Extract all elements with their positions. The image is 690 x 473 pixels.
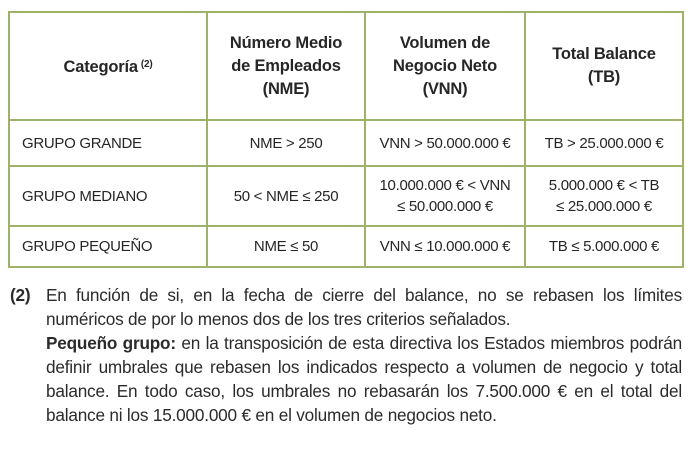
header-categoria-label: Categoría xyxy=(63,58,138,76)
cell-vnn-line2: ≤ 50.000.000 € xyxy=(397,198,493,215)
header-nme-line2: de Empleados xyxy=(231,56,341,75)
header-vnn-line2: Negocio Neto xyxy=(393,56,497,75)
cell-tb-line1: 5.000.000 € < TB xyxy=(548,177,660,194)
footnote-body xyxy=(46,283,682,427)
cell-tb xyxy=(525,166,683,226)
header-nme-line3: (NME) xyxy=(262,79,310,98)
header-categoria xyxy=(9,12,207,120)
footnote-paragraph-1: En función de si, en la fecha de cierre del balance, no se rebasen los límites numéricos de por lo menos dos de los tres criterios señalados. xyxy=(46,285,682,329)
header-vnn-line3: (VNN) xyxy=(422,79,468,98)
header-nme xyxy=(207,12,365,120)
footnote-paragraph-2-text: en la transposición de esta directiva los Estados miembros podrán definir umbrales que rebasen los indicados respecto a volumen de negocio y total balance. En todo caso, los umbrales no rebasarán los 7.500.000 € en el total del balance ni los 15.000.000 € en el volumen de negocios neto. xyxy=(46,333,682,425)
table-row xyxy=(9,226,683,267)
footnote-marker: (2) xyxy=(10,285,31,305)
header-tb-line1: Total Balance xyxy=(552,45,656,63)
cell-vnn xyxy=(365,226,525,267)
header-vnn-line1: Volumen de xyxy=(399,33,491,52)
footnote-reference: (2) xyxy=(140,59,153,70)
cell-category: GRUPO GRANDE xyxy=(9,120,207,166)
cell-tb xyxy=(525,120,683,166)
header-tb xyxy=(525,12,683,120)
footnote xyxy=(10,283,682,427)
header-vnn xyxy=(365,12,525,120)
cell-nme: NME > 250 xyxy=(207,120,365,166)
cell-tb-line1: TB > 25.000.000 € xyxy=(544,134,664,152)
cell-nme: NME ≤ 50 xyxy=(207,226,365,267)
footnote-bold-lead: Pequeño grupo: xyxy=(46,333,176,353)
header-tb-line2: (TB) xyxy=(587,68,621,86)
cell-vnn-line1: VNN ≤ 10.000.000 € xyxy=(379,238,511,255)
cell-vnn xyxy=(365,166,525,226)
cell-category: GRUPO PEQUEÑO xyxy=(9,226,207,267)
table-row xyxy=(9,120,683,166)
footnote-paragraph-2 xyxy=(46,331,682,427)
cell-vnn-line1: VNN > 50.000.000 € xyxy=(379,134,511,152)
cell-nme: 50 < NME ≤ 250 xyxy=(207,166,365,226)
cell-category: GRUPO MEDIANO xyxy=(9,166,207,226)
header-nme-line1: Número Medio xyxy=(229,33,343,52)
company-category-table xyxy=(8,11,684,268)
table-row xyxy=(9,166,683,226)
cell-tb-line2: ≤ 25.000.000 € xyxy=(556,198,652,215)
cell-vnn xyxy=(365,120,525,166)
table-header-row xyxy=(9,12,683,120)
cell-tb-line1: TB ≤ 5.000.000 € xyxy=(548,238,660,255)
cell-tb xyxy=(525,226,683,267)
cell-vnn-line1: 10.000.000 € < VNN xyxy=(379,177,511,194)
